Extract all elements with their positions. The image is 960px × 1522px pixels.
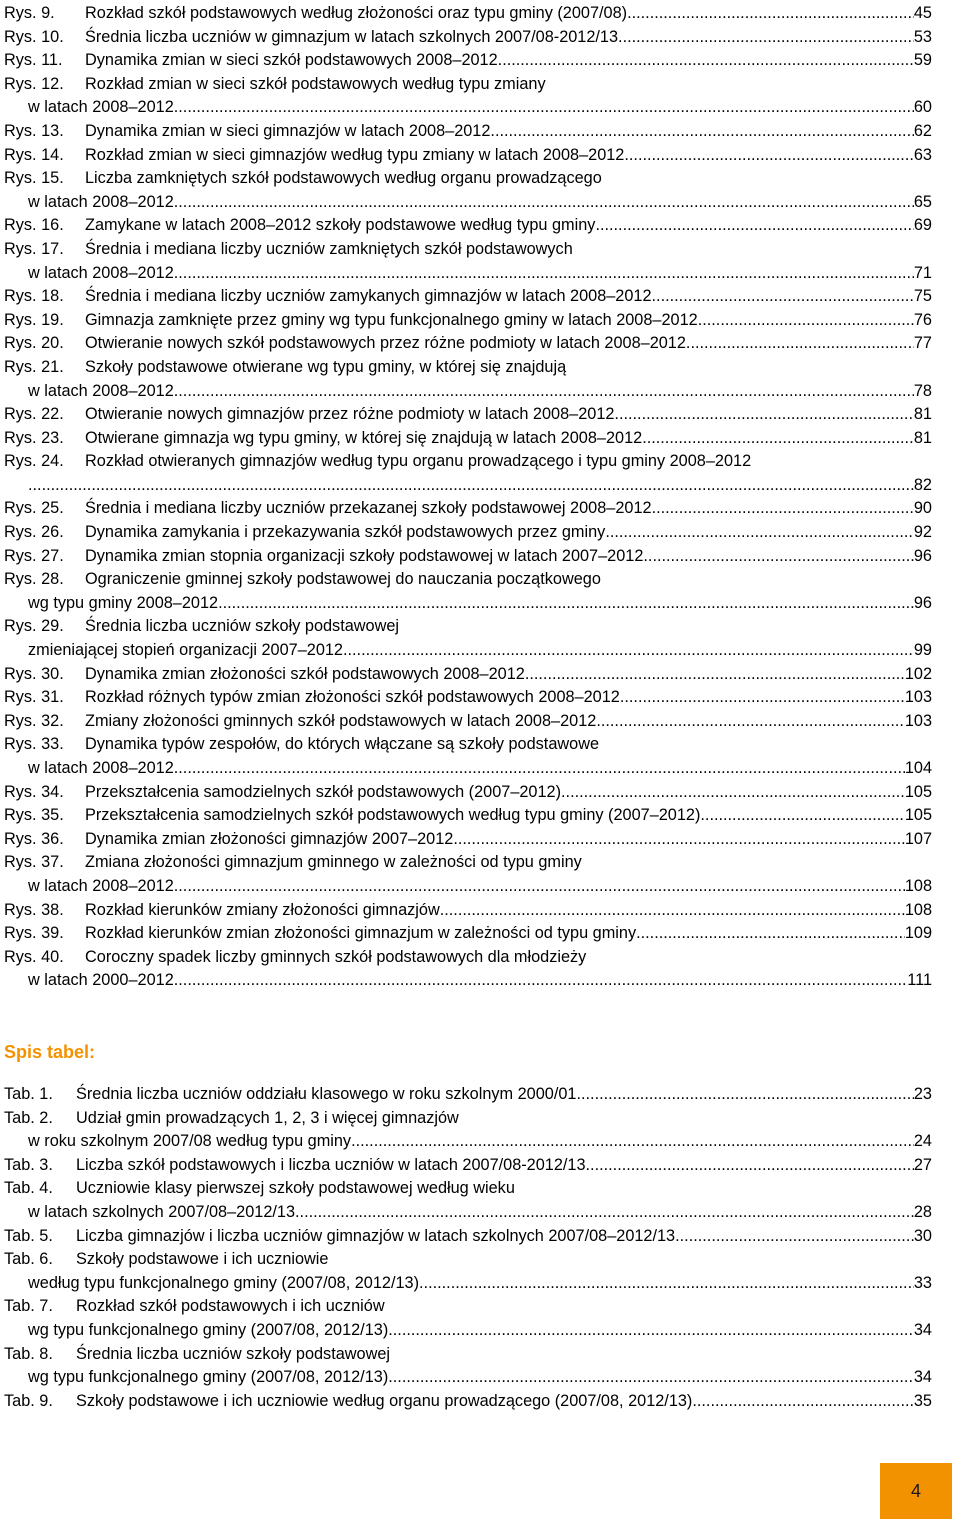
figure-entry[interactable]: [4, 804, 932, 828]
list-of-figures: [4, 2, 932, 993]
figure-entry[interactable]: [4, 710, 932, 734]
entry-page-number: 53: [913, 27, 932, 46]
entry-number: Rys. 16.: [4, 216, 64, 235]
entry-number: Rys. 33.: [4, 735, 64, 754]
dot-leader: [458, 828, 905, 852]
dot-leader: [351, 1130, 914, 1154]
entry-title: Uczniowie klasy pierwszej szkoły podstawowej według wieku: [76, 1179, 515, 1198]
figure-entry[interactable]: [4, 615, 932, 662]
dot-leader: [686, 332, 914, 356]
entry-page-number: 69: [913, 216, 932, 235]
entry-number: Tab. 1.: [4, 1085, 53, 1103]
table-entry[interactable]: [4, 1225, 932, 1249]
entry-title: Ograniczenie gminnej szkoły podstawowej do nauczania początkowego: [85, 570, 601, 589]
entry-page-number: 30: [913, 1226, 932, 1245]
dot-leader: [490, 120, 913, 144]
entry-number: Rys. 13.: [4, 121, 64, 140]
dot-leader: [700, 804, 904, 828]
dot-leader: [629, 144, 914, 168]
dot-leader: [652, 285, 914, 309]
figure-entry[interactable]: [4, 686, 932, 710]
table-entry[interactable]: [4, 1154, 932, 1178]
entry-title: Liczba zamkniętych szkół podstawowych według organu prowadzącego: [85, 169, 602, 188]
entry-title: Dynamika typów zespołów, do których włączane są szkoły podstawowe: [85, 735, 600, 754]
entry-page-number: 103: [904, 711, 932, 730]
entry-number: Tab. 8.: [4, 1344, 53, 1363]
entry-number: Rys. 17.: [4, 239, 64, 258]
entry-page-number: 71: [913, 263, 932, 282]
figure-entry[interactable]: [4, 356, 932, 403]
entry-title: Rozkład zmian w sieci gimnazjów według typu zmiany w latach 2008–2012.: [85, 145, 629, 164]
entry-title: Rozkład różnych typów zmian złożoności szkół podstawowych 2008–2012.: [85, 688, 625, 707]
entry-page-number: 75: [913, 287, 932, 306]
entry-title: Szkoły podstawowe otwierane wg typu gminy, w której się znajdują: [85, 357, 567, 376]
dot-leader: [601, 710, 905, 734]
entry-number: Rys. 21.: [4, 357, 64, 376]
entry-number: Tab. 5.: [4, 1226, 53, 1245]
dot-leader: [595, 214, 913, 238]
figure-entry[interactable]: [4, 733, 932, 780]
entry-number: Tab. 4.: [4, 1179, 53, 1198]
table-entry[interactable]: [4, 1107, 932, 1154]
figure-entry[interactable]: [4, 497, 932, 521]
entry-title: Otwieranie nowych szkół podstawowych przez różne podmioty w latach 2008–2012: [85, 334, 686, 353]
entry-title: Średnia liczba uczniów szkoły podstawowej: [85, 617, 400, 636]
table-entry[interactable]: [4, 1343, 932, 1390]
dot-leader: [174, 380, 914, 404]
entry-number: Rys. 24.: [4, 452, 64, 471]
dot-leader: [174, 96, 914, 120]
entry-page-number: 78: [913, 381, 932, 400]
entry-title: w latach szkolnych 2007/08–2012/13: [28, 1202, 296, 1221]
entry-title: zmieniającej stopień organizacji 2007–2012: [28, 641, 343, 660]
entry-number: Rys. 23.: [4, 428, 64, 447]
entry-number: Rys. 36.: [4, 829, 64, 848]
entry-title: Zmiana złożoności gimnazjum gminnego w zależności od typu gminy: [85, 853, 582, 872]
entry-title: Rozkład zmian w sieci szkół podstawowych według typu zmiany: [85, 74, 546, 93]
entry-page-number: 108: [904, 876, 932, 895]
entry-number: Tab. 2.: [4, 1108, 53, 1127]
entry-title: wg typu funkcjonalnego gminy (2007/08, 2012/13).: [28, 1320, 393, 1339]
entry-title: Średnia liczba uczniów oddziału klasowego w roku szkolnym 2000/01.: [76, 1085, 581, 1103]
figure-entry[interactable]: [4, 120, 932, 144]
figure-entry[interactable]: [4, 568, 932, 615]
dot-leader: [174, 191, 914, 215]
dot-leader: [223, 592, 914, 616]
dot-leader: [581, 1083, 914, 1107]
entry-title: w latach 2008–2012: [28, 876, 174, 895]
entry-title: Zamykane w latach 2008–2012 szkoły podstawowe według typu gminy: [85, 216, 596, 235]
entry-page-number: 82: [913, 475, 932, 494]
entry-page-number: 105: [904, 806, 932, 825]
entry-number: Tab. 9.: [4, 1391, 53, 1410]
entry-page-number: 102: [904, 664, 932, 683]
entry-number: Rys. 14.: [4, 145, 64, 164]
entry-page-number: 77: [913, 334, 932, 353]
figure-entry[interactable]: [4, 26, 932, 50]
entry-number: Rys. 39.: [4, 924, 64, 943]
entry-number: Rys. 40.: [4, 947, 64, 966]
figure-entry[interactable]: [4, 73, 932, 120]
entry-number: Rys. 38.: [4, 900, 64, 919]
entry-title: Przekształcenia samodzielnych szkół podstawowych (2007–2012): [85, 782, 562, 801]
entry-number: Rys. 25.: [4, 499, 64, 518]
entry-number: Rys. 18.: [4, 287, 64, 306]
entry-title: Rozkład szkół podstawowych i ich uczniów: [76, 1297, 385, 1316]
entry-page-number: 59: [913, 51, 932, 70]
entry-number: Rys. 34.: [4, 782, 64, 801]
entry-page-number: 62: [913, 121, 932, 140]
figure-entry[interactable]: [4, 450, 932, 497]
entry-title: Dynamika zamykania i przekazywania szkół podstawowych przez gminy: [85, 523, 606, 542]
dot-leader: [692, 1390, 914, 1414]
dot-leader: [28, 474, 914, 498]
entry-page-number: 90: [913, 499, 932, 518]
entry-title: Coroczny spadek liczby gminnych szkół podstawowych dla młodzieży: [85, 947, 587, 966]
figure-entry[interactable]: [4, 332, 932, 356]
dot-leader: [440, 899, 905, 923]
entry-page-number: 81: [913, 428, 932, 447]
entry-number: Rys. 28.: [4, 570, 64, 589]
dot-leader: [675, 1225, 914, 1249]
dot-leader: [618, 26, 914, 50]
entry-title: w latach 2000–2012: [28, 971, 174, 990]
figure-entry[interactable]: [4, 403, 932, 427]
entry-title: w latach 2008–2012: [28, 98, 174, 117]
entry-number: Tab. 3.: [4, 1155, 53, 1174]
entry-number: Rys. 20.: [4, 334, 64, 353]
dot-leader: [561, 781, 905, 805]
entry-title: Liczba gimnazjów i liczba uczniów gimnazjów w latach szkolnych 2007/08–2012/13: [76, 1226, 676, 1245]
entry-page-number: 45: [913, 4, 932, 22]
figure-entry[interactable]: [4, 946, 932, 993]
entry-title: Dynamika zmian w sieci szkół podstawowych 2008–2012.: [85, 51, 503, 70]
list-of-tables: [4, 1083, 932, 1413]
dot-leader: [698, 309, 914, 333]
dot-leader: [652, 497, 914, 521]
page-number-badge: [880, 1463, 952, 1519]
table-entry[interactable]: [4, 1295, 932, 1342]
dot-leader: [393, 1319, 914, 1343]
entry-title: Szkoły podstawowe i ich uczniowie: [76, 1250, 329, 1269]
entry-title: Rozkład kierunków zmiany złożoności gimnazjów: [85, 900, 440, 919]
entry-number: Tab. 6.: [4, 1250, 53, 1269]
entry-page-number: 92: [913, 523, 932, 542]
entry-title: Rozkład szkół podstawowych według złożoności oraz typu gminy (2007/08): [85, 4, 628, 22]
entry-number: Rys. 35.: [4, 806, 64, 825]
figure-entry[interactable]: [4, 828, 932, 852]
table-entry[interactable]: [4, 1177, 932, 1224]
entry-number: Rys. 27.: [4, 546, 64, 565]
entry-title: w latach 2008–2012: [28, 192, 174, 211]
entry-number: Rys. 11.: [4, 51, 63, 70]
dot-leader: [636, 922, 905, 946]
figure-entry[interactable]: [4, 285, 932, 309]
entry-number: Rys. 12.: [4, 74, 64, 93]
entry-title: Rozkład otwieranych gimnazjów według typu organu prowadzącego i typu gminy 2008–2012: [85, 452, 752, 471]
entry-title: Rozkład kierunków zmian złożoności gimnazjum w zależności od typu gminy: [85, 924, 637, 943]
entry-title: w latach 2008–2012: [28, 381, 174, 400]
figure-entry[interactable]: [4, 309, 932, 333]
entry-number: Rys. 37.: [4, 853, 64, 872]
dot-leader: [502, 49, 914, 73]
entry-title: w roku szkolnym 2007/08 według typu gminy: [28, 1132, 352, 1151]
entry-page-number: 108: [904, 900, 932, 919]
entry-title: Średnia liczba uczniów szkoły podstawowej: [76, 1344, 391, 1363]
figure-entry[interactable]: [4, 545, 932, 569]
dot-leader: [605, 521, 914, 545]
entry-title: Otwieranie nowych gimnazjów przez różne podmioty w latach 2008–2012.: [85, 405, 619, 424]
entry-number: Rys. 31.: [4, 688, 64, 707]
figure-entry[interactable]: [4, 2, 932, 26]
dot-leader: [343, 639, 914, 663]
table-entry[interactable]: [4, 1083, 932, 1107]
dot-leader: [174, 875, 905, 899]
dot-leader: [642, 427, 914, 451]
entry-number: Rys. 19.: [4, 310, 64, 329]
dot-leader: [624, 686, 904, 710]
entry-page-number: 99: [913, 641, 932, 660]
entry-page-number: 96: [913, 546, 932, 565]
entry-title: w latach 2008–2012: [28, 263, 174, 282]
entry-number: Rys. 15.: [4, 169, 64, 188]
figure-entry[interactable]: [4, 781, 932, 805]
entry-title: Liczba szkół podstawowych i liczba uczniów w latach 2007/08-2012/13: [76, 1155, 586, 1174]
figure-entry[interactable]: [4, 663, 932, 687]
entry-title: Otwierane gimnazja wg typu gminy, w której się znajdują w latach 2008–2012: [85, 428, 643, 447]
figure-entry[interactable]: [4, 214, 932, 238]
figure-entry[interactable]: [4, 167, 932, 214]
figure-entry[interactable]: [4, 899, 932, 923]
dot-leader: [419, 1272, 914, 1296]
entry-page-number: 24: [913, 1132, 932, 1151]
figure-entry[interactable]: [4, 49, 932, 73]
page-number: 4: [910, 1480, 921, 1501]
entry-page-number: 23: [913, 1085, 932, 1103]
entry-number: Rys. 30.: [4, 664, 64, 683]
entry-page-number: 111: [907, 971, 932, 990]
entry-number: Tab. 7.: [4, 1297, 53, 1316]
entry-page-number: 103: [904, 688, 932, 707]
entry-title: Średnia i mediana liczby uczniów zamykanych gimnazjów w latach 2008–2012: [85, 287, 652, 306]
entry-number: Rys. 22.: [4, 405, 64, 424]
entry-title: Dynamika zmian złożoności gimnazjów 2007–2012.: [85, 829, 458, 848]
entry-page-number: 76: [913, 310, 932, 329]
entry-title: Szkoły podstawowe i ich uczniowie według organu prowadzącego (2007/08, 2012/13): [76, 1391, 693, 1410]
table-entry[interactable]: [4, 1390, 932, 1414]
entry-page-number: 34: [913, 1320, 932, 1339]
dot-leader: [174, 969, 908, 993]
entry-title: wg typu gminy 2008–2012.: [28, 593, 223, 612]
entry-title: Średnia i mediana liczby uczniów zamkniętych szkół podstawowych: [85, 239, 573, 258]
figure-entry[interactable]: [4, 851, 932, 898]
entry-number: Rys. 9.: [4, 4, 55, 22]
dot-leader: [627, 2, 914, 26]
dot-leader: [525, 663, 905, 687]
entry-number: Rys. 26.: [4, 523, 64, 542]
entry-page-number: 33: [913, 1273, 932, 1292]
dot-leader: [393, 1366, 914, 1390]
entry-title: według typu funkcjonalnego gminy (2007/08, 2012/13): [28, 1273, 420, 1292]
entry-title: Średnia i mediana liczby uczniów przekazanej szkoły podstawowej 2008–2012: [85, 499, 652, 518]
figure-entry[interactable]: [4, 922, 932, 946]
entry-title: Dynamika zmian w sieci gimnazjów w latach 2008–2012: [85, 121, 491, 140]
entry-page-number: 107: [904, 829, 932, 848]
entry-title: Średnia liczba uczniów w gimnazjum w latach szkolnych 2007/08-2012/13: [85, 27, 619, 46]
table-entry[interactable]: [4, 1248, 932, 1295]
entry-page-number: 65: [913, 192, 932, 211]
entry-page-number: 63: [913, 145, 932, 164]
entry-title: Udział gmin prowadzących 1, 2, 3 i więcej gimnazjów: [76, 1108, 459, 1127]
entry-title: Dynamika zmian stopnia organizacji szkoły podstawowej w latach 2007–2012: [85, 546, 644, 565]
entry-page-number: 104: [904, 759, 932, 777]
entry-title: Dynamika zmian złożoności szkół podstawowych 2008–2012: [85, 664, 525, 683]
entry-page-number: 35: [913, 1391, 932, 1410]
dot-leader: [295, 1201, 914, 1225]
entry-number: Rys. 10.: [4, 27, 64, 46]
entry-title: Przekształcenia samodzielnych szkół podstawowych według typu gminy (2007–2012): [85, 806, 701, 825]
dot-leader: [174, 757, 905, 781]
figure-entry[interactable]: [4, 427, 932, 451]
tables-section-title: Spis tabel:: [4, 1042, 96, 1062]
entry-number: Rys. 29.: [4, 617, 64, 636]
entry-title: wg typu funkcjonalnego gminy (2007/08, 2012/13).: [28, 1368, 393, 1387]
entry-page-number: 109: [904, 924, 932, 943]
dot-leader: [174, 262, 914, 286]
entry-number: Rys. 32.: [4, 711, 64, 730]
dot-leader: [586, 1154, 914, 1178]
figure-entry[interactable]: [4, 521, 932, 545]
entry-page-number: 60: [913, 98, 932, 117]
entry-page-number: 27: [913, 1155, 932, 1174]
figure-entry[interactable]: [4, 238, 932, 285]
dot-leader: [619, 403, 914, 427]
entry-page-number: 96: [913, 593, 932, 612]
entry-page-number: 28: [913, 1202, 932, 1221]
entry-page-number: 34: [913, 1368, 932, 1387]
entry-title: Gimnazja zamknięte przez gminy wg typu funkcjonalnego gminy w latach 2008–2012: [85, 310, 698, 329]
figure-entry[interactable]: [4, 144, 932, 168]
entry-page-number: 81: [913, 405, 932, 424]
entry-title: Zmiany złożoności gminnych szkół podstawowych w latach 2008–2012.: [85, 711, 601, 730]
dot-leader: [643, 545, 913, 569]
entry-title: w latach 2008–2012: [28, 759, 174, 777]
entry-page-number: 105: [904, 782, 932, 801]
